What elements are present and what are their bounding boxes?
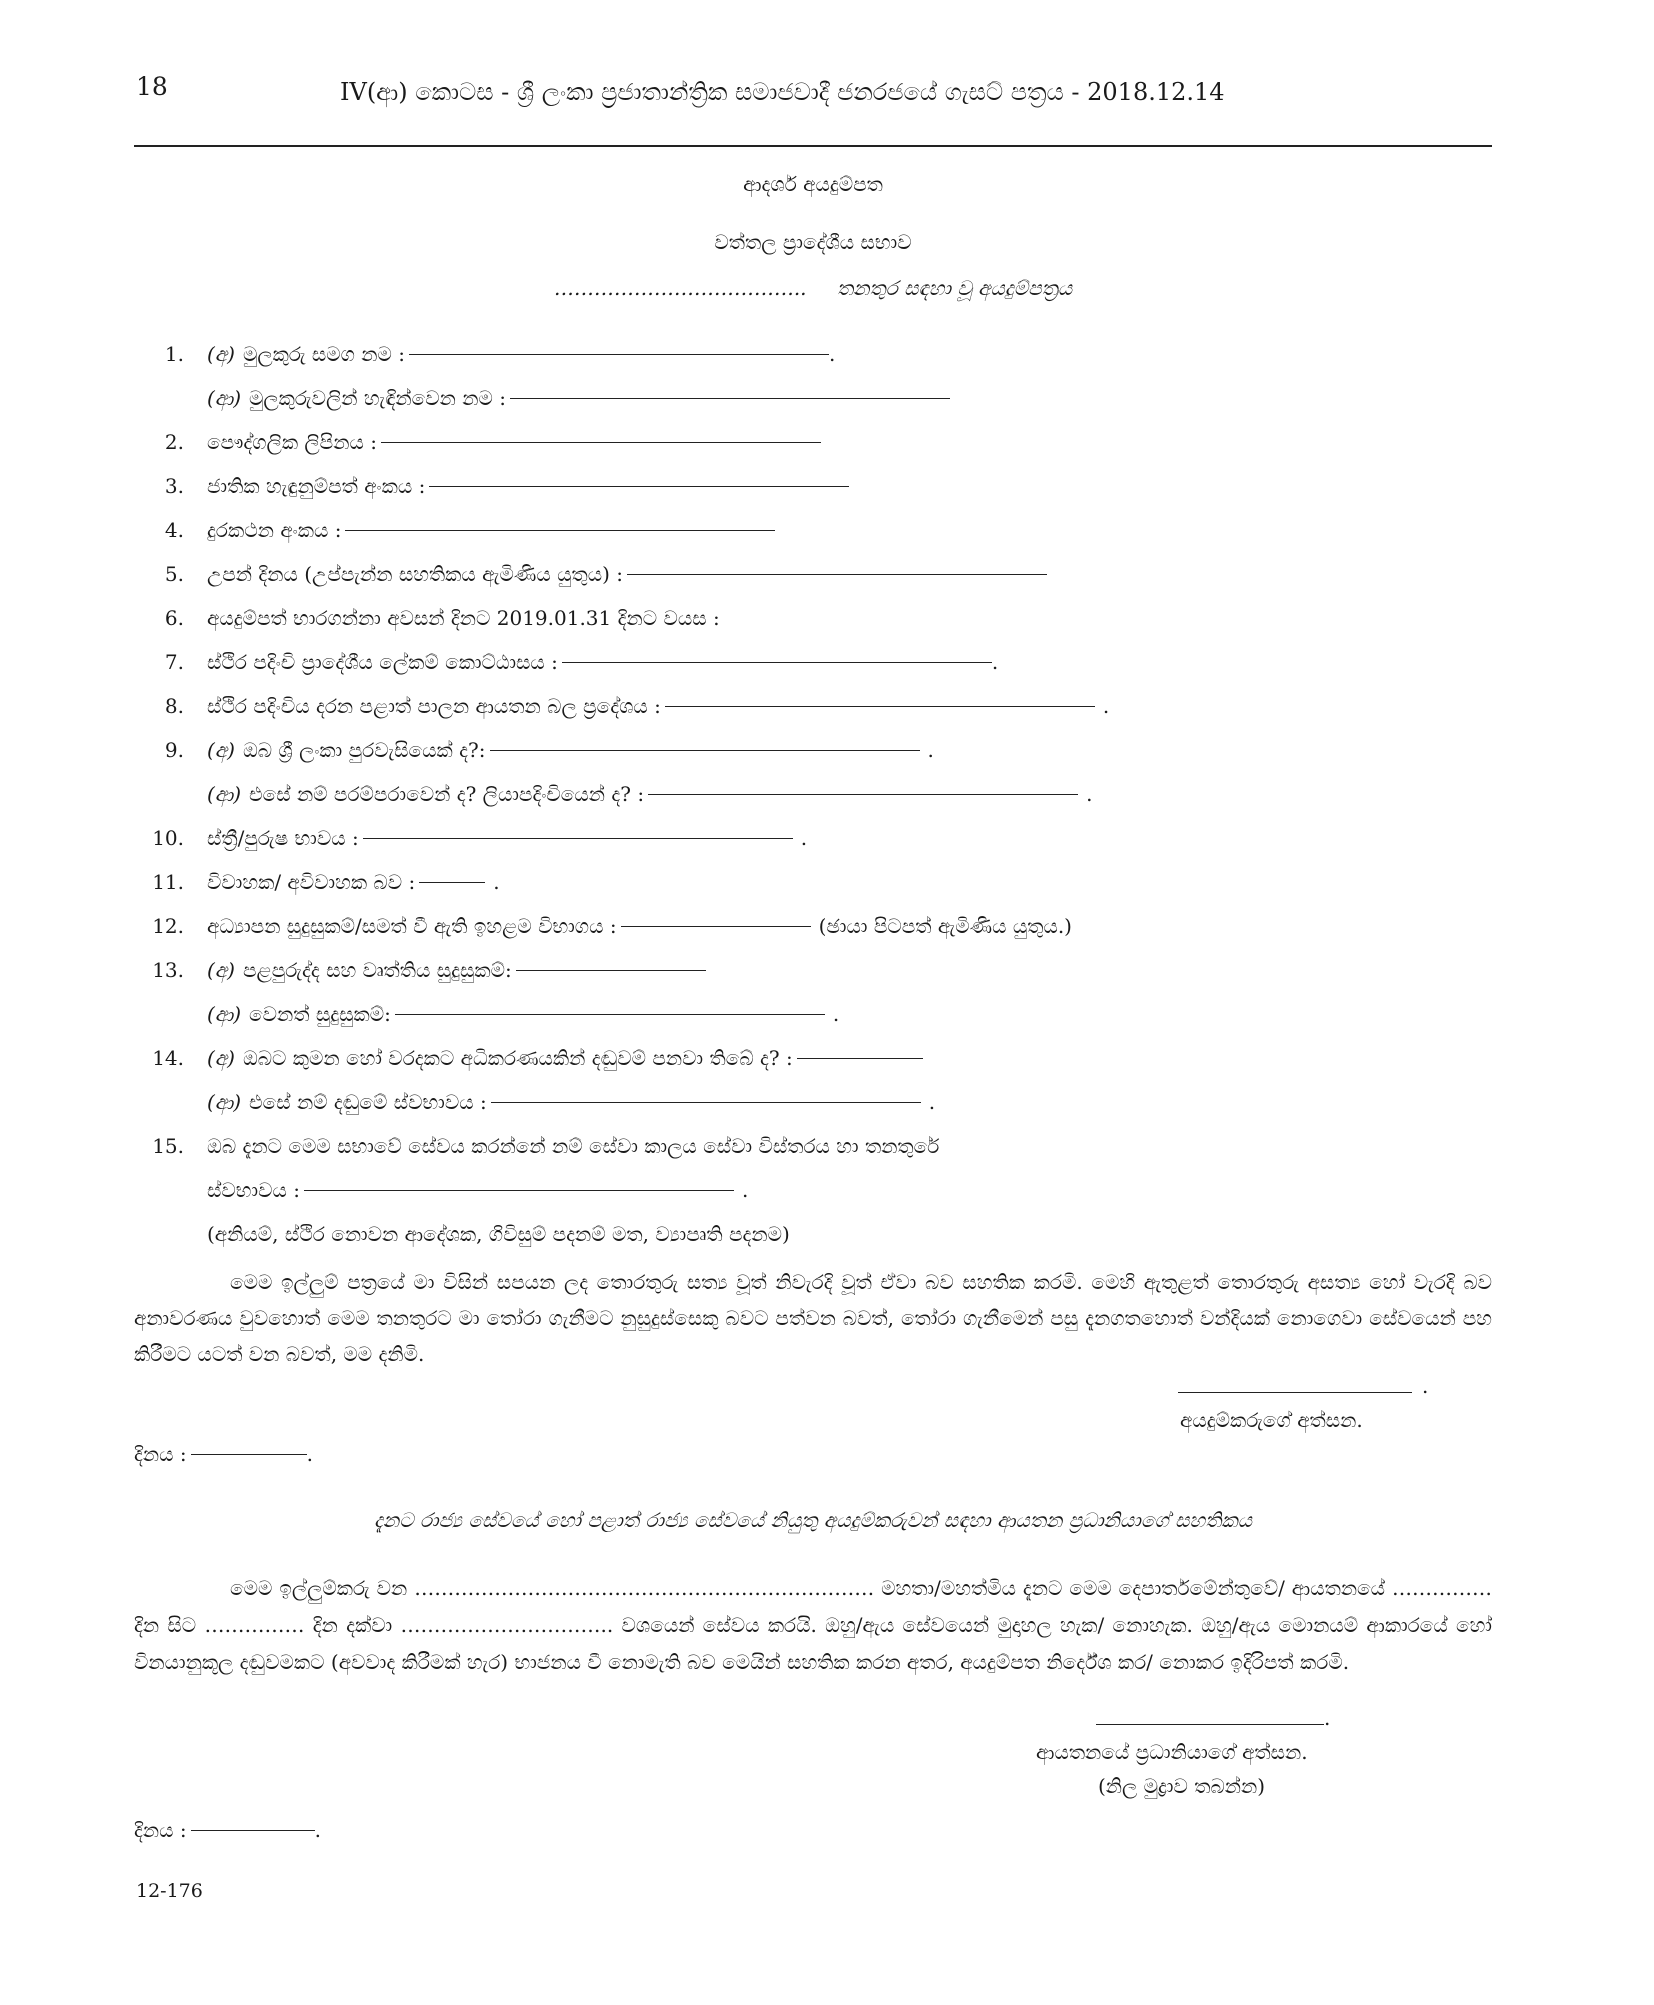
item-sub: (අ) [207,738,235,762]
footer-code: 12-176 [136,1880,203,1902]
item-sub: (අ) [207,1046,235,1070]
item-label: ඔබ දැනට මෙම සභාවේ සේවය කරන්නේ නම් සේවා කාලය සේවා විස්තරය හා තනතුරේ [207,1134,940,1158]
item-label: වෙනත් සුදුසුකම්: [249,1002,391,1026]
phone-number-field[interactable] [345,530,775,531]
item-label: උපන් දිනය (උප්පැන්න සහතිකය ඇමිණිය යුතුය) : [207,562,623,586]
item-trail: (ඡායා පිටපත් ඇමිණිය යුතුය.) [818,914,1072,938]
item-sub: (ආ) [207,1090,242,1114]
item-label: ස්වභාවය : [207,1178,300,1202]
head-signature-line[interactable] [1096,1724,1324,1725]
nic-number-field[interactable] [429,486,849,487]
gender-field[interactable] [363,838,793,839]
item-trail: . [493,870,500,894]
item-trail: . [928,1090,936,1114]
page-number: 18 [136,72,168,101]
item-number: 6. [164,606,184,630]
item-label: එසේ නම් පරම්පරාවෙන් ද? ලියාපදිංචියෙන් ද? : [249,782,645,806]
item-number: 4. [164,518,184,542]
item-label: ස්ථිර පදිංචිය දරන පළාත් පාලන ආයතන බල ප්‍රදේශය : [207,694,661,718]
declaration-paragraph [134,1264,1492,1372]
applicant-signature-line[interactable] [1178,1392,1412,1393]
item-trail: . [991,650,999,674]
item-label: අධ්‍යාපන සුදුසුකම්/සමත් වී ඇති ඉහළම විභාගය : [207,914,617,938]
item-label: පෞද්ගලික ලිපිනය : [207,430,377,454]
conviction-field[interactable] [797,1058,923,1059]
name-by-initials-field[interactable] [510,398,950,399]
position-subtitle [134,276,1492,300]
item-label: මුලකුරුවලින් හැඳින්වෙන නම : [249,386,506,410]
declaration-text: මෙම ඉල්ලුම් පත්‍රයේ මා විසින් සපයන ලද තොරතුරු සත්‍ය වූත් නිවැරදි වූත් ඒවා බව සහතික කරමි. මෙහි ඇතුළත් තොරතුරු අසත්‍ය හෝ වැරදි බව අනාවරණය වුවහොත් මෙම තනතුරට මා තෝරා ගැනීමට නුසුදුස්සෙකු බවට පත්වන බවත්, තෝරා ගැනීමෙන් පසු දැනගතහොත් වන්දියක් නොගෙවා සේවයෙන් පහ කිරීමට යටත් වන බවත්, මම දනිමි. [134,1270,1492,1366]
applicant-signature-label: අයදුම්කරුගේ අත්සන. [1180,1408,1363,1432]
item-label: ඔබ ශ්‍රී ලංකා පුරවැසියෙක් ද?: [242,738,486,762]
conviction-nature-field[interactable] [491,1102,921,1103]
date-field-1[interactable] [191,1454,307,1455]
date-label: දිනය : [134,1818,187,1842]
item-number: 11. [152,870,184,894]
council-name: වත්තල ප්‍රාදේශීය සභාව [714,230,912,254]
item-number: 8. [164,694,184,718]
item-sub: (ආ) [207,386,242,410]
item-trail: . [741,1178,749,1202]
item-trail: . [800,826,808,850]
signature-dot: . [1324,1706,1331,1730]
item-number: 1. [164,342,184,366]
position-blank[interactable]: ……………………………….. [553,276,807,300]
item-number: 3. [164,474,184,498]
item-trail: . [1086,782,1093,806]
form-title: ආදර්ශ අයදුම්පත [743,172,883,196]
gazette-header: IV(ආ) කොටස - ශ්‍රී ලංකා ප්‍රජාතාන්ත්‍රික සමාජවාදී ජනරජයේ ගැසට් පත්‍රය - 2018.12.14 [340,78,1225,106]
section2-title: දැනට රාජ්‍ය සේවයේ හෝ පළාත් රාජ්‍ය සේවයේ නියුතු අයදුම්කරුවන් සඳහා ආයතන ප්‍රධානියාගේ සහතිකය [373,1508,1253,1532]
head-signature-label: ආයතනයේ ප්‍රධානියාගේ අත්සන. [1036,1740,1308,1764]
date-field-2[interactable] [191,1830,315,1831]
header-rule [134,145,1492,147]
item-trail: . [829,342,836,366]
item-sub: (අ) [207,958,235,982]
marital-status-field[interactable] [419,882,485,883]
item-sub: (ආ) [207,1002,242,1026]
date-row-2: දිනය : . [134,1818,321,1842]
item-label: පළපුරුද්ද සහ වෘත්තිය සුදුසුකම්: [242,958,512,982]
item-trail: . [927,738,934,762]
head-seal-label: (නිල මුද්‍රාව තබන්න) [1098,1774,1266,1798]
citizenship-type-field[interactable] [648,794,1078,795]
item-sub: (අ) [207,342,235,366]
date-label: දිනය : [134,1442,187,1466]
item-label: විවාහක/ අවිවාහක බව : [207,870,416,894]
item-trail: . [1102,694,1110,718]
position-subtitle-text: තනතුර සඳහා වූ අයදුම්පත්‍රය [836,276,1073,300]
certificate-text: මෙම ඉල්ලුම්කරු වන …………………………………………………………… මහතා/මහත්මිය දැනට මෙම දෙපාර්තමේන්තුවේ/ ආයතනයේ …………… දින සිට …………… දින දක්වා ………………………….. වශයෙන් සේවය කරයි. ඔහු/ඇය සේවයෙන් මුදාහල හැක/ නොහැක. ඔහු/ඇය මොනයම් ආකාරයේ හෝ විනයානුකූල දඬුවමකට (අවවාද කිරීමක් හැර) භාජනය වී නොමැති බව මෙයින් සහතික කරන අතර, අයදුම්පත නිර්දේශ කර/ නොකර ඉදිරිපත් කරමි. [134,1576,1492,1674]
item-number: 12. [152,914,184,938]
item-number: 2. [164,430,184,454]
item-label: අයදුම්පත් භාරගන්නා අවසන් දිනට 2019.01.31 දිනට වයස : [207,606,720,630]
experience-field[interactable] [516,970,706,971]
item-label: එසේ නම් දඬුමේ ස්වභාවය : [249,1090,487,1114]
item-number: 10. [152,826,184,850]
certificate-paragraph [134,1570,1492,1681]
item-label: දුරකථන අංකය : [207,518,342,542]
item-label: ජාතික හැඳුනුම්පත් අංකය : [207,474,426,498]
item-sub: (ආ) [207,782,242,806]
item-label: මුලකුරු සමග නම : [242,342,406,366]
item-number: 14. [152,1046,184,1070]
full-name-field[interactable] [409,354,829,355]
signature-dot: . [1422,1374,1429,1398]
service-nature-field[interactable] [304,1190,734,1191]
item-trail: . [832,1002,840,1026]
item-number: 15. [152,1134,184,1158]
education-field[interactable] [621,926,811,927]
item-label: (අනියම්, ස්ථිර නොවන ආදේශක, ගිවිසුම් පදනම් මත, ව්‍යාපෘති පදනම) [207,1222,790,1246]
date-row-1: දිනය : . [134,1442,313,1466]
item-number: 5. [164,562,184,586]
birth-date-field[interactable] [627,574,1047,575]
address-field[interactable] [381,442,821,443]
item-label: ස්ත්‍රී/පුරුෂ භාවය : [207,826,359,850]
item-number: 7. [164,650,184,674]
local-authority-field[interactable] [665,706,1095,707]
item-label: ඔබට කුමන හෝ වරදකට අධිකරණයකින් දඬුවම් පනවා තිබේ ද? : [242,1046,793,1070]
citizenship-field[interactable] [490,750,920,751]
item-number: 13. [152,958,184,982]
other-qualifications-field[interactable] [395,1014,825,1015]
item-number: 9. [164,738,184,762]
item-label: ස්ථිර පදිංචි ප්‍රාදේශීය ලේකම් කොට්ඨාසය : [207,650,558,674]
divisional-secretariat-field[interactable] [562,662,992,663]
